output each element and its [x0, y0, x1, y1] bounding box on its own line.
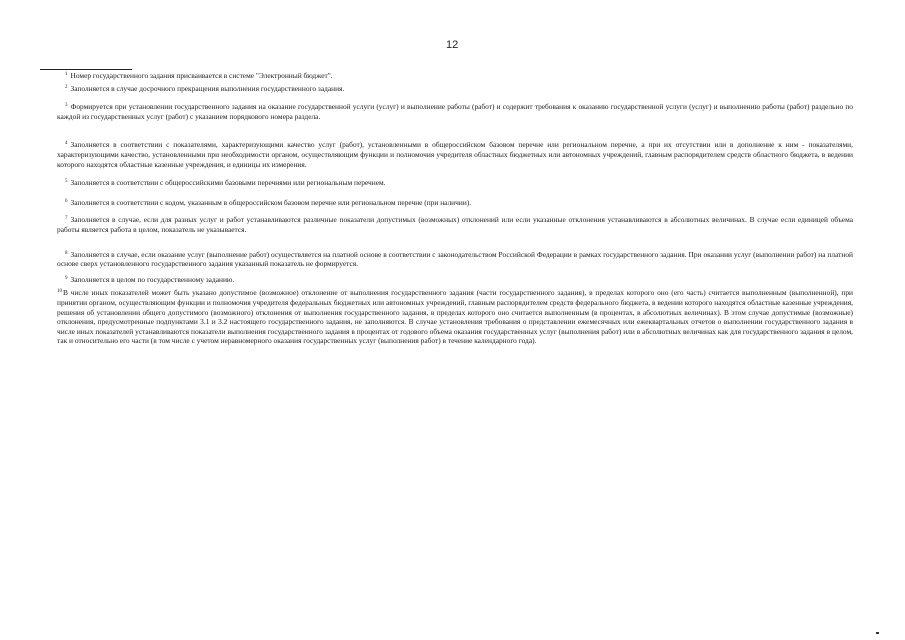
footnote-text: Заполняется в случае досрочного прекращения выполнения государственного задания. [70, 83, 345, 93]
footnote-mark: 9 [65, 275, 68, 281]
footnote-text: Формируется при установлении государственного задания на оказание государственной услуги (услуг) и выполнение работы (работ) и содержит требования к оказанию государственной услуги (услуг) и выполнению работы (работ) раздельно по каждой из государственных услуг (работ) с указанием порядкового номера раздела. [57, 102, 853, 121]
footnote-mark: 8 [65, 250, 68, 256]
footnote-text: Заполняется в соответствии с общероссийскими базовыми перечнями или региональным перечнем. [70, 178, 386, 188]
footnote-8 [57, 249, 853, 269]
footnote-text: Заполняется в случае, если для разных услуг и работ устанавливаются различные показатели допустимых (возможных) отклонений или если указанные отклонения устанавливаются в абсолютных величинах. В случае если единицей объема работы является работа в целом, показатель не указывается. [57, 215, 853, 234]
footnote-text: Номер государственного задания присваивается в системе "Электронный бюджет". [70, 71, 333, 80]
footnote-2 [57, 83, 853, 94]
footnote-6 [57, 197, 853, 208]
footnote-mark: 2 [65, 84, 68, 90]
footnote-7 [57, 214, 853, 234]
footnote-mark: 6 [65, 198, 68, 204]
footnote-5 [57, 177, 853, 188]
footnote-mark: 4 [65, 141, 68, 147]
footnote-mark: 3 [65, 103, 68, 109]
footnote-1 [57, 70, 853, 81]
footnote-mark: 1 [65, 72, 68, 77]
footnote-mark: 5 [65, 179, 68, 185]
footnote-text: Заполняется в случае, если оказание услуг (выполнение работ) осуществляется на платной основе в соответствии с законодательством Российской Федерации в рамках государственного задания. При оказании услуг (выполнении работ) на платной основе сверх установленного государственного задания указанный показатель не формируется. [57, 249, 853, 269]
footnotes-list [57, 70, 853, 346]
page-number: 12 [446, 39, 459, 51]
footnote-4 [57, 139, 853, 169]
footnote-text: Заполняется в соответствии с показателями, характеризующими качество услуг (работ), установленными в общероссийском базовом перечне или региональном перечне, а при их отсутствии или в дополнение к ним - показателями, характеризующими качество, установленными при необходимости органом, осуществляющим функции и полномочия учредителя областных бюджетных или автономных учреждений, главным распорядителем средств областного бюджета, в ведении которого находятся областные казенные учреждения, и единицы их измерения. [57, 140, 853, 169]
scan-artifact [876, 632, 879, 634]
footnote-3 [57, 101, 853, 121]
footnote-mark: 10 [57, 289, 62, 295]
footnote-9 [57, 274, 853, 285]
footnote-text: Заполняется в целом по государственному заданию. [70, 274, 235, 284]
footnote-10 [57, 287, 853, 346]
footnote-mark: 7 [65, 216, 68, 222]
footnote-text: Заполняется в соответствии с кодом, указанным в общероссийском базовом перечне или региональном перечне (при наличии). [70, 197, 472, 207]
footnote-text: В числе иных показателей может быть указано допустимое (возможное) отклонение от выполнения государственного задания (части государственного задания), в пределах которого оно (его часть) считается выполненным (выполненной), при принятии органом, осуществляющим функции и полномочия учредителя федеральных бюджетных или автономных учреждений, главным распорядителем средств федерального бюджета, в ведении которого находятся областные казенные учреждения, решения об установлении общего допустимого (возможного) отклонения от выполнения государственного задания, в пределах которого оно считается выполненным (в процентах, в абсолютных величинах). В этом случае допустимые (возможные) отклонения, предусмотренные подпунктами 3.1 и 3.2 настоящего государственного задания, не заполняются. В случае установления требования о представлении ежемесячных или ежеквартальных отчетов о выполнении государственного задания в числе иных показателей устанавливаются показатели выполнения государственного задания в процентах от годового объема оказания государственных услуг (выполнения работ) или в абсолютных величинах как для государственного задания в целом, так и относительно его части (в том числе с учетом неравномерного оказания государственных услуг (выполнения работ) в течение календарного года). [57, 288, 853, 346]
